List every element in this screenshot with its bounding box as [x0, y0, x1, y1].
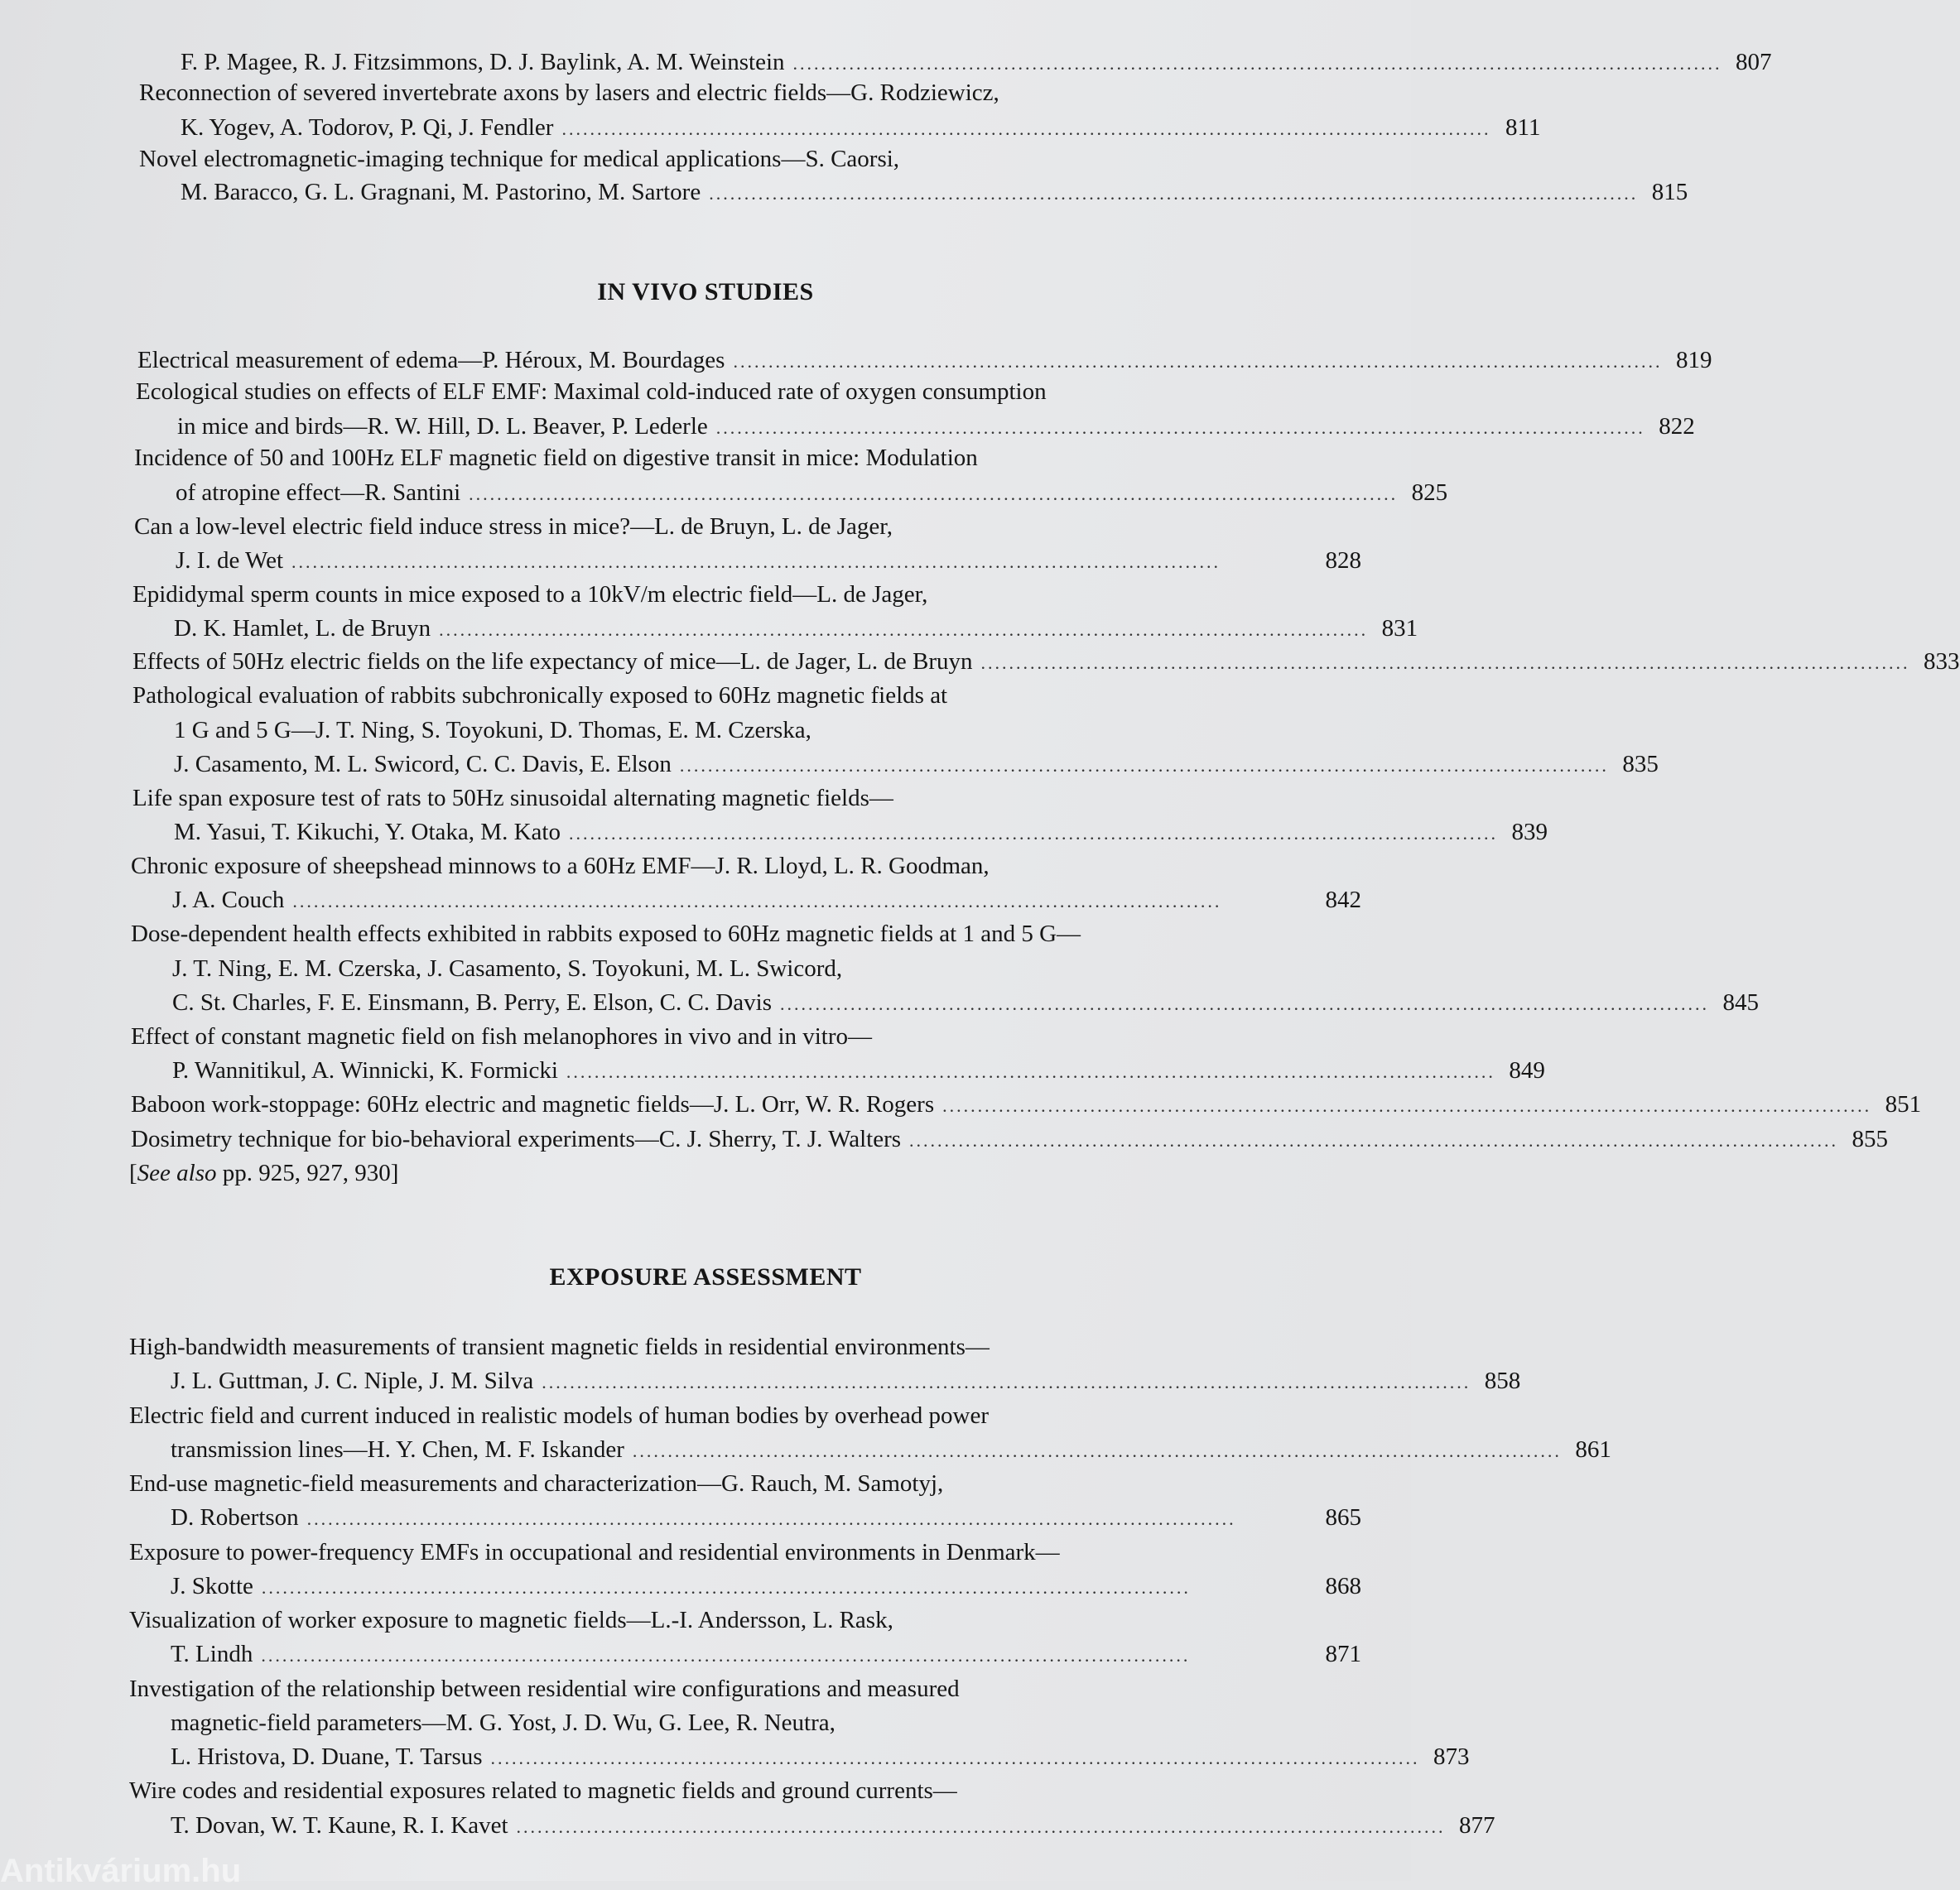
toc-entry-line: D. K. Hamlet, L. de Bruyn .................................................................................................................................... 831: [174, 612, 1361, 645]
toc-entry-line: Chronic exposure of sheepshead minnows to a 60Hz EMF—J. R. Lloyd, L. R. Goodman,: [131, 853, 990, 879]
toc-entry-line: F. P. Magee, R. J. Fitzsimmons, D. J. Baylink, A. M. Weinstein .................................................................................................................................... 807: [181, 46, 1361, 79]
toc-entry-line: Electric field and current induced in realistic models of human bodies by overhead power: [129, 1402, 989, 1429]
toc-entry-line: Electrical measurement of edema—P. Héroux, M. Bourdages .................................................................................................................................... 819: [137, 344, 1361, 377]
toc-entry-line: Wire codes and residential exposures related to magnetic fields and ground currents—: [129, 1777, 957, 1804]
page-number: 849: [1509, 1057, 1545, 1084]
toc-entry-line: in mice and birds—R. W. Hill, D. L. Beaver, P. Lederle .................................................................................................................................... 822: [177, 410, 1361, 443]
section-heading: EXPOSURE ASSESSMENT: [549, 1263, 862, 1291]
toc-entry-line: of atropine effect—R. Santini .................................................................................................................................... 825: [176, 476, 1361, 509]
toc-entry-line: transmission lines—H. Y. Chen, M. F. Iskander .................................................................................................................................... 861: [171, 1433, 1361, 1466]
page-number: 858: [1484, 1368, 1521, 1394]
toc-entry-line: Visualization of worker exposure to magnetic fields—L.-I. Andersson, L. Rask,: [129, 1607, 893, 1633]
toc-entry-line: Pathological evaluation of rabbits subchronically exposed to 60Hz magnetic fields at: [132, 682, 948, 709]
toc-entry-line: P. Wannitikul, A. Winnicki, K. Formicki .................................................................................................................................... 849: [172, 1054, 1361, 1087]
page-number: 839: [1511, 819, 1548, 845]
toc-entry-line: J. A. Couch .................................................................................................................................... 842: [172, 883, 1361, 916]
page-number: 822: [1659, 413, 1695, 440]
page-number: 865: [1325, 1504, 1361, 1531]
watermark: Antikvárium.hu: [0, 1853, 242, 1889]
toc-entry-line: Epididymal sperm counts in mice exposed to a 10kV/m electric field—L. de Jager,: [132, 581, 928, 608]
page-number: 833: [1924, 648, 1960, 675]
page-number: 851: [1885, 1091, 1922, 1118]
toc-entry-line: M. Yasui, T. Kikuchi, Y. Otaka, M. Kato .................................................................................................................................... 839: [174, 815, 1361, 849]
toc-entry-line: Dose-dependent health effects exhibited in rabbits exposed to 60Hz magnetic fields at 1 and 5 G—: [131, 921, 1081, 947]
toc-entry-line: Novel electromagnetic-imaging technique for medical applications—S. Caorsi,: [139, 146, 900, 172]
page-number: 845: [1722, 989, 1760, 1016]
page-number: 811: [1505, 114, 1541, 141]
toc-entry-line: J. T. Ning, E. M. Czerska, J. Casamento, S. Toyokuni, M. L. Swicord,: [172, 955, 843, 982]
page-number: 871: [1325, 1641, 1361, 1667]
toc-entry-line: J. L. Guttman, J. C. Niple, J. M. Silva .................................................................................................................................... 858: [171, 1364, 1361, 1397]
toc-entry-line: Exposure to power-frequency EMFs in occupational and residential environments in Denmark—: [129, 1539, 1060, 1565]
toc-entry-line: M. Baracco, G. L. Gragnani, M. Pastorino, M. Sartore .................................................................................................................................... 815: [181, 176, 1361, 209]
toc-entry-line: Reconnection of severed invertebrate axons by lasers and electric fields—G. Rodziewicz,: [139, 79, 999, 106]
page-number: 873: [1433, 1743, 1470, 1770]
toc-entry-line: Effects of 50Hz electric fields on the life expectancy of mice—L. de Jager, L. de Bruyn .................................................................................................................................... 833: [132, 645, 1361, 678]
page-number: 842: [1325, 887, 1361, 913]
toc-entry-line: J. Casamento, M. L. Swicord, C. C. Davis, E. Elson .................................................................................................................................... 835: [174, 748, 1361, 781]
toc-entry-line: magnetic-field parameters—M. G. Yost, J. D. Wu, G. Lee, R. Neutra,: [171, 1710, 836, 1736]
page-number: 819: [1675, 347, 1712, 373]
section-heading: IN VIVO STUDIES: [597, 278, 814, 305]
toc-entry-line: Life span exposure test of rats to 50Hz sinusoidal alternating magnetic fields—: [132, 785, 893, 811]
toc-entry-line: Investigation of the relationship between residential wire configurations and measured: [129, 1676, 960, 1702]
toc-entry-line: L. Hristova, D. Duane, T. Tarsus .................................................................................................................................... 873: [171, 1740, 1361, 1773]
toc-entry-line: J. I. de Wet .................................................................................................................................... 828: [176, 544, 1361, 577]
page-number: 835: [1622, 751, 1659, 777]
toc-entry-line: 1 G and 5 G—J. T. Ning, S. Toyokuni, D. Thomas, E. M. Czerska,: [174, 717, 811, 743]
toc-entry-line: T. Lindh .................................................................................................................................... 871: [171, 1638, 1361, 1671]
see-also-note: [See also pp. 925, 927, 930]: [129, 1160, 399, 1186]
toc-entry-line: C. St. Charles, F. E. Einsmann, B. Perry, E. Elson, C. C. Davis .................................................................................................................................... 845: [172, 986, 1361, 1019]
page-number: 825: [1411, 479, 1448, 506]
page-number: 807: [1736, 49, 1772, 75]
page-number: 877: [1459, 1812, 1495, 1839]
page-number: 855: [1852, 1126, 1889, 1152]
page-number: 868: [1325, 1573, 1361, 1599]
toc-entry-line: K. Yogev, A. Todorov, P. Qi, J. Fendler .................................................................................................................................... 811: [181, 111, 1361, 144]
toc-entry-line: High-bandwidth measurements of transient magnetic fields in residential environments—: [129, 1334, 990, 1360]
toc-entry-line: Baboon work-stoppage: 60Hz electric and magnetic fields—J. L. Orr, W. R. Rogers .................................................................................................................................... 851: [131, 1088, 1361, 1121]
toc-entry-line: Effect of constant magnetic field on fish melanophores in vivo and in vitro—: [131, 1023, 873, 1050]
toc-entry-line: Ecological studies on effects of ELF EMF: Maximal cold-induced rate of oxygen consumption: [136, 378, 1047, 405]
toc-entry-line: Dosimetry technique for bio-behavioral experiments—C. J. Sherry, T. J. Walters .................................................................................................................................... 855: [131, 1123, 1361, 1156]
page-number: 861: [1575, 1436, 1611, 1463]
toc-entry-line: J. Skotte .................................................................................................................................... 868: [171, 1570, 1361, 1603]
toc-entry-line: Can a low-level electric field induce stress in mice?—L. de Bruyn, L. de Jager,: [134, 513, 893, 540]
page-number: 815: [1651, 179, 1688, 205]
toc-entry-line: Incidence of 50 and 100Hz ELF magnetic field on digestive transit in mice: Modulation: [134, 445, 978, 471]
toc-entry-line: D. Robertson .................................................................................................................................... 865: [171, 1501, 1361, 1534]
page-number: 828: [1325, 547, 1361, 574]
toc-entry-line: End-use magnetic-field measurements and characterization—G. Rauch, M. Samotyj,: [129, 1470, 944, 1497]
toc-entry-line: T. Dovan, W. T. Kaune, R. I. Kavet .................................................................................................................................... 877: [171, 1809, 1361, 1842]
page-number: 831: [1381, 615, 1418, 642]
